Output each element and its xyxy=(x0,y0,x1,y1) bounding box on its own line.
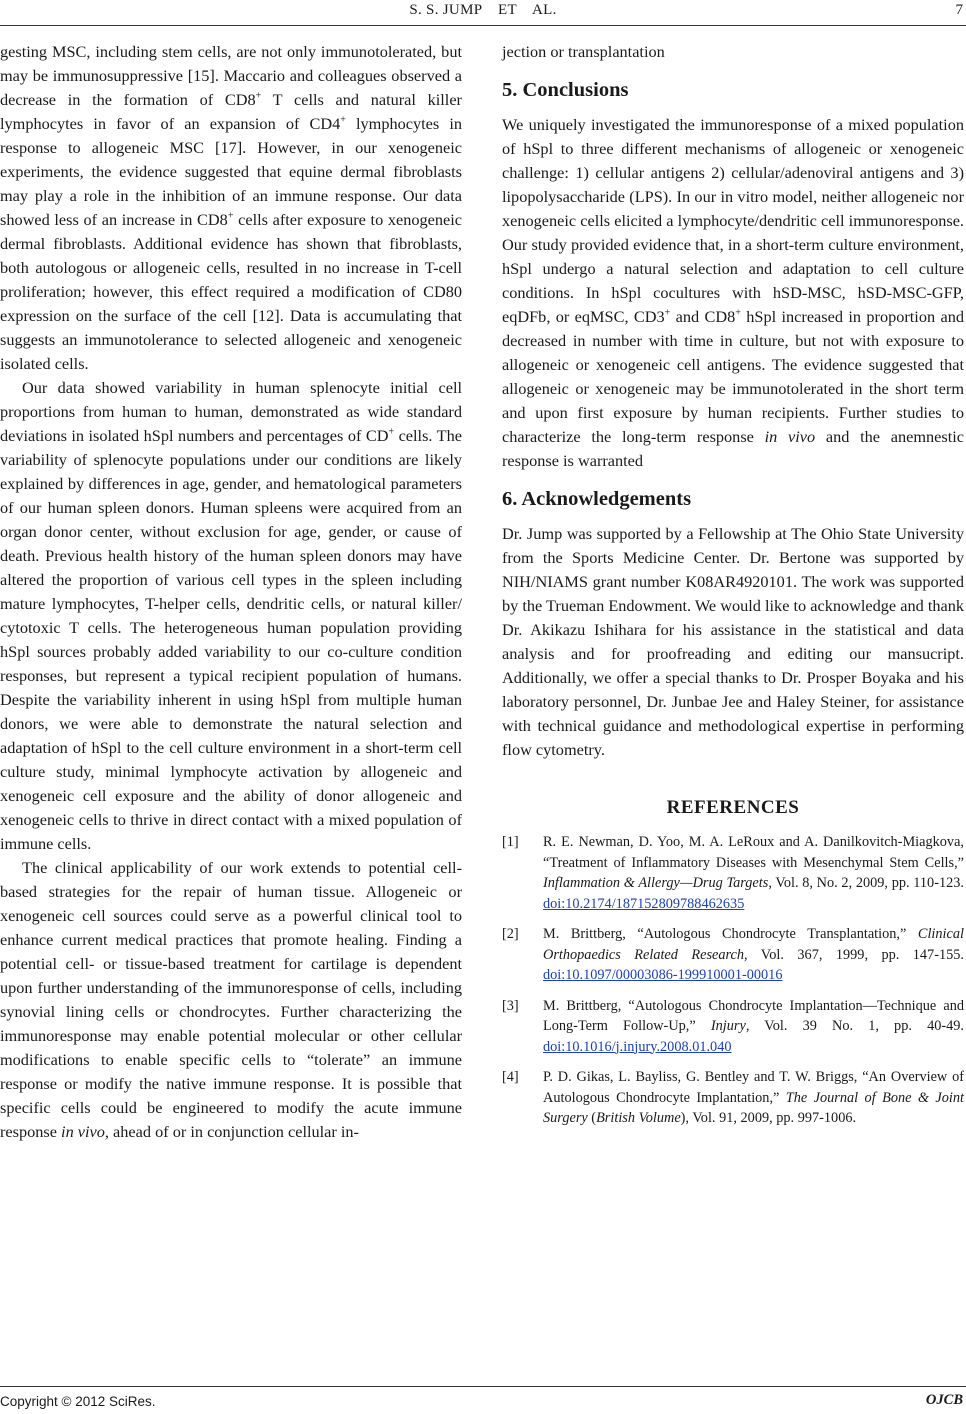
text: T cells and natural killer lymphocytes in favor of an expansion of CD4 xyxy=(0,90,462,133)
superscript: + xyxy=(255,90,262,102)
text: hSpl increased in proportion and decreased in number with time in culture, but not with exposure to allogeneic or xenogeneic cell antigens. The evidence suggested that allogeneic or xenogeneic may be immunotolerated in the short term and upon first exposure by human recipients. Further studies to characterize the long-term response xyxy=(502,307,964,446)
text: and the anemnestic response is warranted xyxy=(502,427,964,470)
text: The clinical applicability of our work extends to potential cell-based strategies for the repair of human tissue. Allogeneic or xenogeneic cell sources could serve as a powerful clinical tool to enhance current medical practices that promote healing. Finding a potential cell- or tissue-based treatment for cartilage is dependent upon further understanding of the immunoresponse of cells, including synovial lining cells or chondrocytes. Further characterizing the immunoresponse may enable potential molecular or other cellular modifications to enable specific cells to “tolerate” an immune response or modify the native immune response. It is possible that specific cells could be engineered to modify the acute immune response xyxy=(0,858,462,1141)
reference-number: [1] xyxy=(502,834,519,850)
text: gesting MSC, including stem cells, are not only immunotolerated, but may be immunosuppressive [15]. Maccario and colleagues observed a decrease in the formation of CD8 xyxy=(0,42,462,109)
text: R. E. Newman, D. Yoo, M. A. LeRoux and A. Danilkovitch-Miagkova, “Treatment of Inflammatory Diseases with Mesenchymal Stem Cells,” xyxy=(543,834,964,871)
journal-name: Inflammation & Allergy—Drug Targets xyxy=(543,875,769,891)
text: , Vol. 39 No. 1, pp. 40-49. xyxy=(745,1018,964,1034)
text: , Vol. 8, No. 2, 2009, pp. 110-123. xyxy=(768,875,964,891)
emphasis: in vivo xyxy=(61,1122,105,1141)
references-heading: REFERENCES xyxy=(666,797,800,818)
text: ), Vol. 91, 2009, pp. 997-1006. xyxy=(680,1110,857,1126)
superscript: + xyxy=(388,426,395,438)
text: lymphocytes in response to allogeneic MSC [17]. However, in our xenogeneic experiments, the evidence suggested that equine dermal fibroblasts may play a role in the inhibition of an immune response. Our data showed less of an increase in CD8 xyxy=(0,114,462,229)
footer-rule xyxy=(0,1386,966,1387)
reference-item xyxy=(502,832,964,914)
paragraph xyxy=(0,40,462,376)
journal-name: Injury xyxy=(710,1018,746,1034)
text: P. D. Gikas, L. Bayliss, G. Bentley and T. W. Briggs, “An Overview of Autologous Chondrocyte Implantation,” xyxy=(543,1069,964,1106)
left-column xyxy=(0,40,462,1144)
running-title: S. S. JUMP ET AL. xyxy=(409,2,557,18)
doi-link[interactable]: doi:10.1097/00003086-199910001-00016 xyxy=(543,967,783,983)
text: ( xyxy=(587,1110,597,1126)
paragraph xyxy=(0,376,462,856)
reference-number: [2] xyxy=(502,926,519,942)
section-heading-conclusions: 5. Conclusions xyxy=(502,79,629,101)
section-heading-acknowledgements: 6. Acknowledgements xyxy=(502,488,692,510)
continued-text: jection or transplantation xyxy=(502,42,665,61)
reference-body xyxy=(543,996,964,1058)
superscript: + xyxy=(340,114,346,126)
reference-item xyxy=(502,996,964,1058)
journal-name: Clinical Orthopaedics Related Research xyxy=(543,926,964,963)
journal-name: The Journal of Bone & Joint Surgery xyxy=(543,1089,964,1126)
text: cells after exposure to xenogeneic dermal fibroblasts. Additional evidence has shown that fibroblasts, both autologous or allogeneic cells, resulted in no increase in T-cell proliferation; however, this effect required a modification of CD80 expression on the surface of the cell [12]. Data is accumulating that suggests an immunotolerance to selected allogeneic and xenogeneic isolated cells. xyxy=(0,210,463,373)
page-footer xyxy=(0,1378,966,1414)
text: and CD8 xyxy=(670,307,736,326)
journal-volume-name: British Volume xyxy=(596,1110,681,1126)
right-column xyxy=(502,40,964,1139)
text: cells. The variability of splenocyte populations under our conditions are likely explained by differences in age, gender, and hematological parameters of our human spleen donors. Human spleens were acquired from an organ donor center, without exclusion for age, gender, or cause of death. Previous health history of the human spleen donors may have altered the proportion of various cell types in the spleen including mature lymphocytes, T-helper cells, dendritic cells, or natural killer/ cytotoxic T cells. The heterogeneous human population providing hSpl sources probably added variability to our co-culture condition responses, but represent a typical recipient population of humans. Despite the variability inherent in using hSpl from multiple human donors, we were able to demonstrate the natural selection and adaptation of hSpl to the cell culture environment in a short-term cell culture study, minimal lymphocyte activation by allogeneic and xenogeneic cell exposure and the ability of donor allogeneic and xenogeneic cells to thrive in direct contact with a mixed population of immune cells. xyxy=(0,426,462,853)
reference-body xyxy=(543,924,964,986)
superscript: + xyxy=(664,307,671,319)
superscript: + xyxy=(227,210,234,222)
paragraph: Dr. Jump was supported by a Fellowship at The Ohio State University from the Sports Medicine Center. Dr. Bertone was supported by NIH/NIAMS grant number K08AR4920101. The work was supported by the Trueman Endowment. We would like to acknowledge and thank Dr. Akikazu Ishihara for his assistance in the statistical and data analysis and for proofreading and editing our mansucript. Additionally, we offer a special thanks to Dr. Prosper Boyaka and his laboratory personnel, Dr. Junbae Jee and Haley Steiner, for assistance with technical guidance and methodological expertise in performing flow cytometry. xyxy=(502,524,964,759)
text: M. Brittberg, “Autologous Chondrocyte Implantation—Technique and Long-Term Follow-Up,” xyxy=(543,997,964,1034)
reference-body xyxy=(543,1067,964,1129)
reference-number: [4] xyxy=(502,1069,519,1085)
text: We uniquely investigated the immunoresponse of a mixed population of hSpl to three different mechanisms of allogeneic or xenogeneic challenge: 1) cellular antigens 2) cellular/adenoviral antigens and 3) lipopolysaccharide (LPS). In our in vitro model, neither allogeneic nor xenogeneic cells elicited a lymphocyte/dendritic cell immunoresponse. Our study provided evidence that, in a short-term culture environment, hSpl undergo a natural selection and adaptation to cell culture conditions. In hSpl cocultures with hSD-MSC, hSD-MSC-GFP, eqDFb, or eqMSC, CD3 xyxy=(502,115,964,326)
page-header xyxy=(0,0,966,36)
header-rule xyxy=(0,25,966,26)
reference-item xyxy=(502,1067,964,1129)
paragraph xyxy=(0,856,462,1144)
copyright-notice: Copyright © 2012 SciRes. xyxy=(0,1394,156,1409)
text: , Vol. 367, 1999, pp. 147-155. xyxy=(744,946,964,963)
doi-link[interactable]: doi:10.2174/187152809788462635 xyxy=(543,895,745,912)
text: M. Brittberg, “Autologous Chondrocyte Transplantation,” xyxy=(543,926,918,942)
paragraph xyxy=(502,113,964,473)
text: , ahead of or in conjunction cellular in- xyxy=(104,1122,359,1141)
reference-body xyxy=(543,832,964,914)
superscript: + xyxy=(735,307,741,319)
reference-number: [3] xyxy=(502,997,519,1014)
page-number: 7 xyxy=(955,2,963,18)
journal-abbreviation: OJCB xyxy=(925,1392,963,1408)
text: Our data showed variability in human splenocyte initial cell proportions from human to human, demonstrated as wide standard deviations in isolated hSpl numbers and percentages of CD xyxy=(0,378,462,445)
doi-link[interactable]: doi:10.1016/j.injury.2008.01.040 xyxy=(543,1038,732,1055)
emphasis: in vivo xyxy=(764,427,816,446)
reference-item xyxy=(502,924,964,986)
